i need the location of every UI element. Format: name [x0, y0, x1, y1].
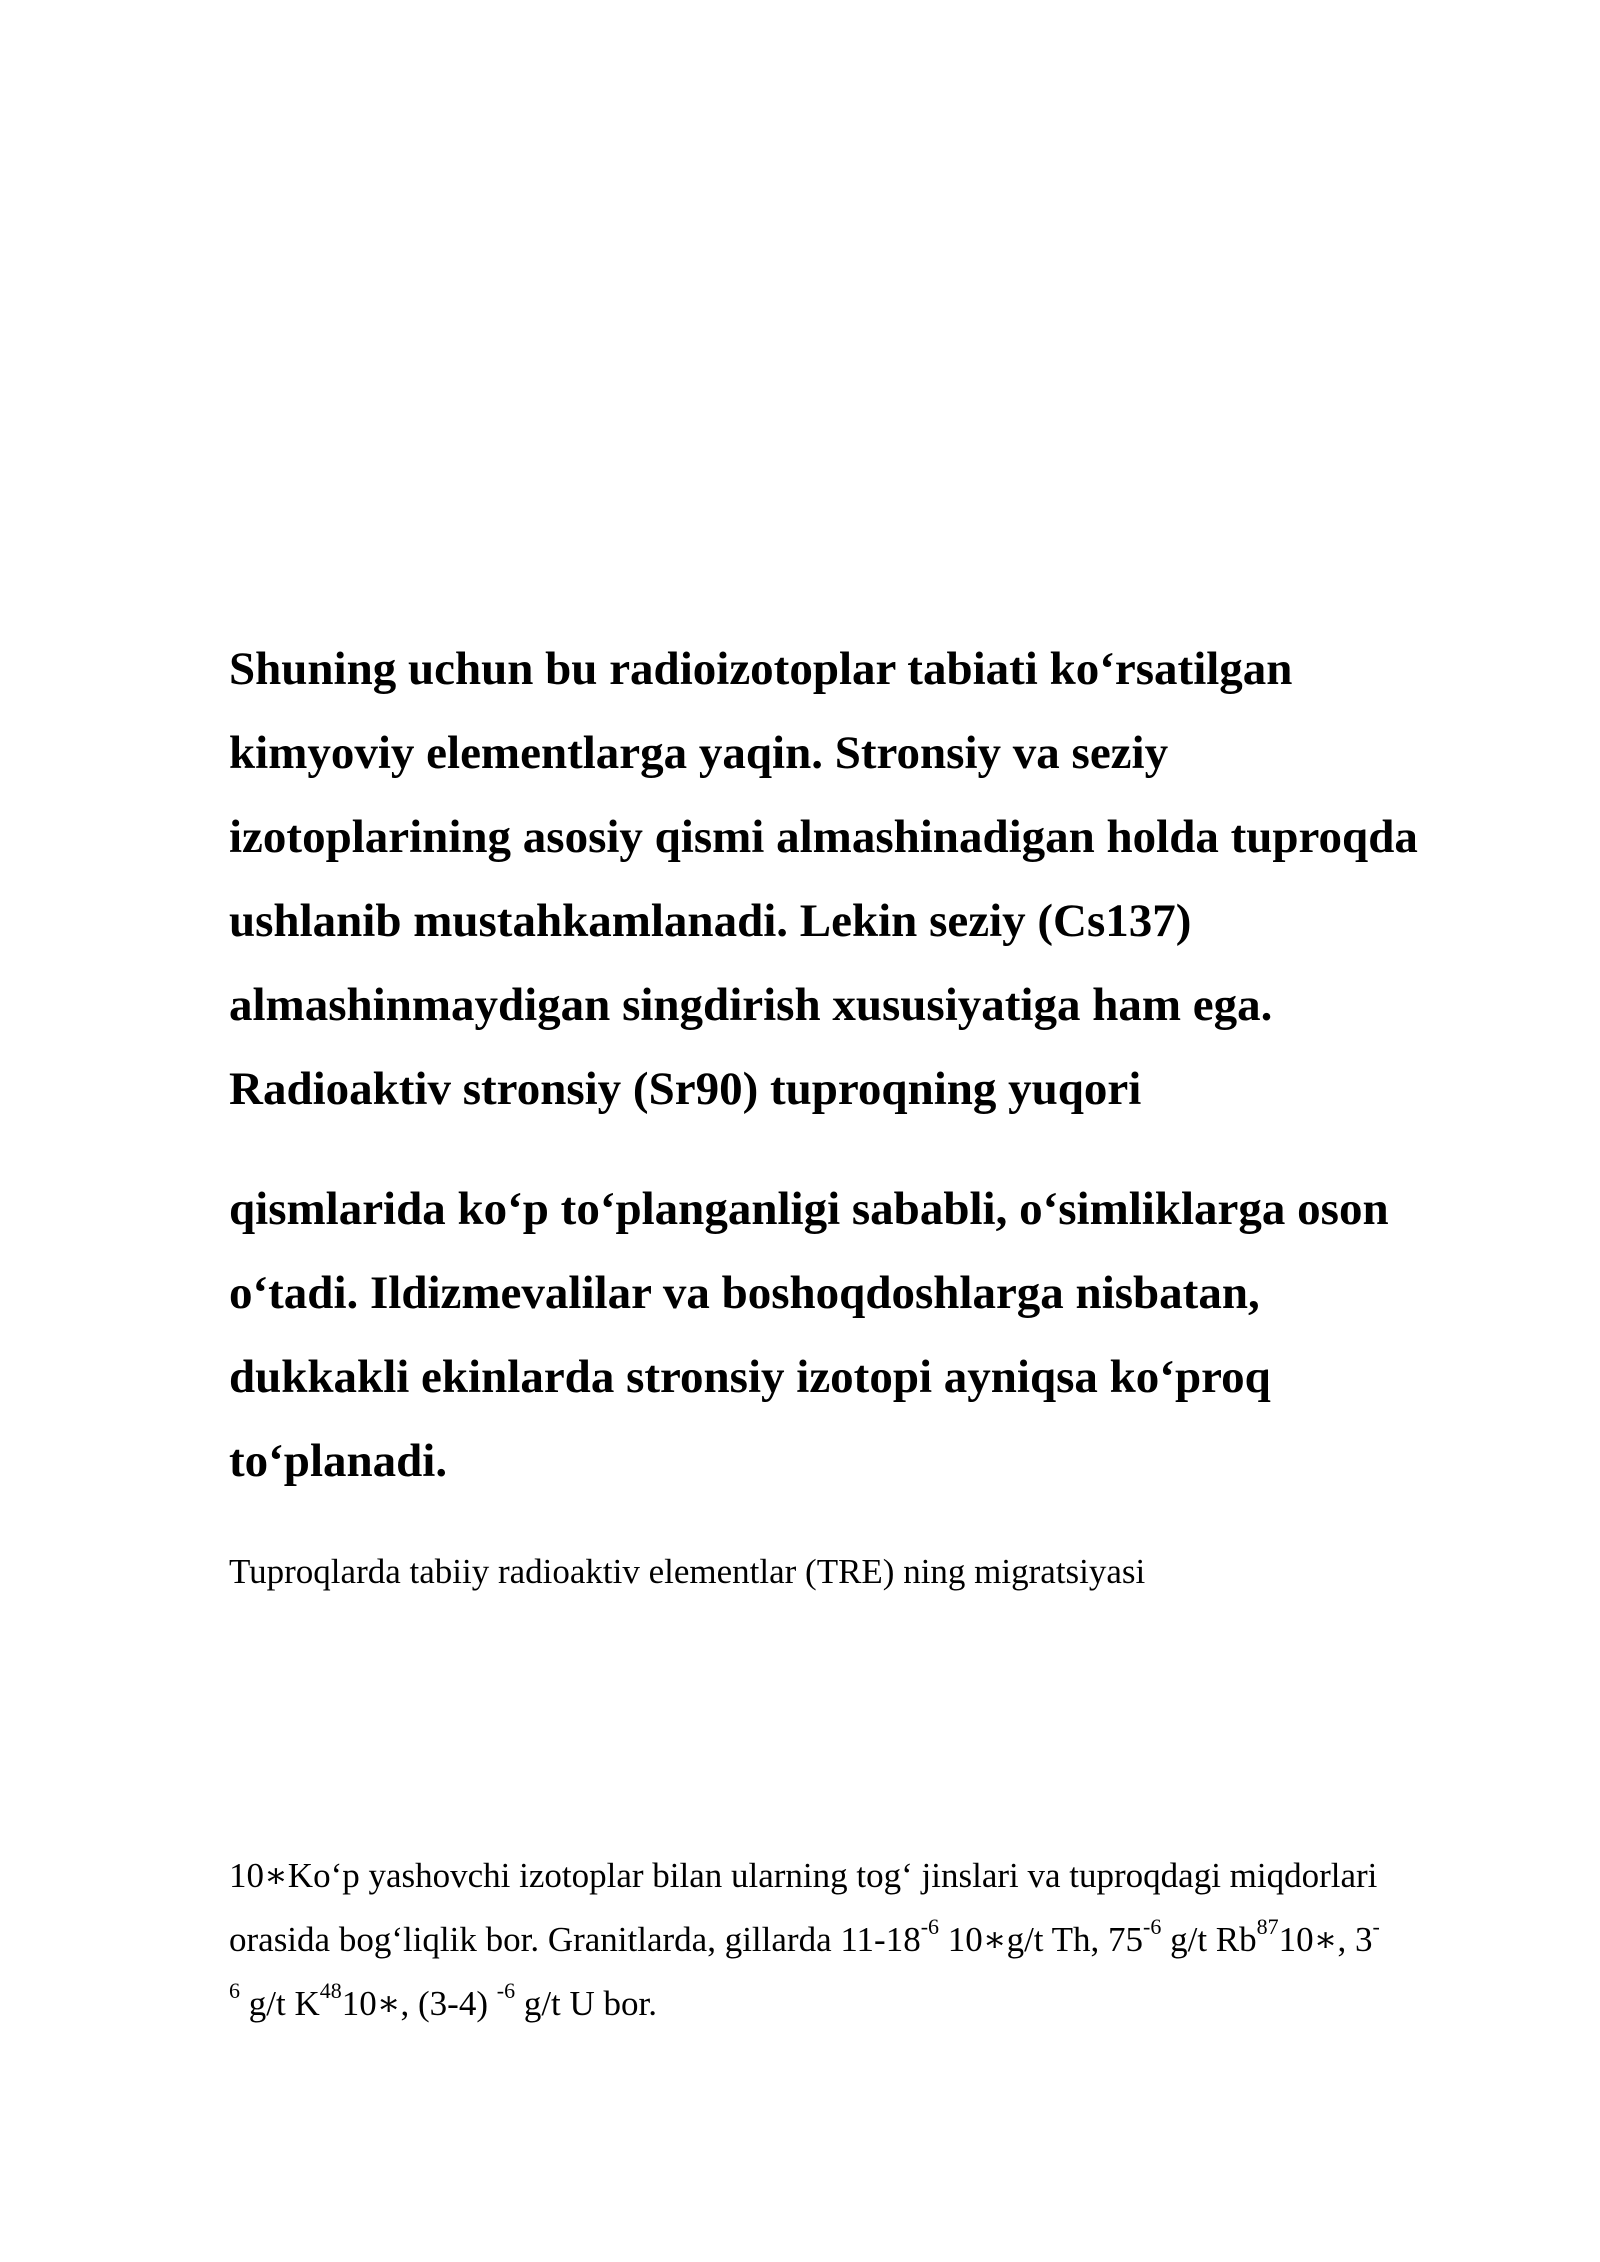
text-run: 10∗, 3: [1278, 1920, 1373, 1959]
superscript: 48: [319, 1978, 342, 2004]
text-run: g/t U bor.: [515, 1984, 658, 2023]
paragraph-3-line-3: [229, 1972, 1479, 2036]
paragraph-1-line: almashinmaydigan singdirish xususiyatiga ham ega.: [229, 979, 1273, 1031]
paragraph-1-line: ushlanib mustahkamlanadi. Lekin seziy (Cs137): [229, 895, 1192, 947]
section-heading: Tuproqlarda tabiiy radioaktiv elementlar (TRE) ning migratsiyasi: [229, 1552, 1146, 1591]
paragraph-2: [229, 1167, 1499, 1503]
paragraph-1-line: Radioaktiv stronsiy (Sr90) tuproqning yuqori: [229, 1063, 1142, 1115]
paragraph-1-line: izotoplarining asosiy qismi almashinadigan holda tuproqda: [229, 811, 1418, 863]
paragraph-1-line: kimyoviy elementlarga yaqin. Stronsiy va seziy: [229, 727, 1169, 779]
text-run: 10∗, (3-4): [341, 1984, 497, 2023]
paragraph-2-line: toʻplanadi.: [229, 1435, 448, 1487]
paragraph-2-line: dukkakli ekinlarda stronsiy izotopi ayniqsa koʻproq: [229, 1351, 1271, 1403]
text-run: g/t K: [240, 1984, 320, 2023]
paragraph-2-line: oʻtadi. Ildizmevalilar va boshoqdoshlarga nisbatan,: [229, 1267, 1260, 1319]
paragraph-3-line-1: 10∗Koʻp yashovchi izotoplar bilan ularning togʻ jinslari va tuproqdagi miqdorlari: [229, 1856, 1378, 1895]
superscript: -6: [920, 1914, 940, 1940]
text-run: 10∗g/t Th, 75: [939, 1920, 1144, 1959]
superscript: -6: [496, 1978, 516, 2004]
superscript: 87: [1256, 1914, 1279, 1940]
superscript: -: [1372, 1914, 1380, 1940]
text-run: g/t Rb: [1161, 1920, 1257, 1959]
paragraph-3: [229, 1844, 1479, 2036]
superscript: -6: [1143, 1914, 1162, 1940]
paragraph-1: [229, 627, 1499, 1131]
superscript: 6: [229, 1978, 240, 2004]
paragraph-2-line: qismlarida koʻp toʻplanganligi sababli, oʻsimliklarga oson: [229, 1183, 1389, 1235]
text-run: orasida bogʻliqlik bor. Granitlarda, gillarda 11-18: [229, 1920, 921, 1959]
paragraph-3-line-2: [229, 1908, 1479, 1972]
paragraph-1-line: Shuning uchun bu radioizotoplar tabiati koʻrsatilgan: [229, 643, 1293, 695]
